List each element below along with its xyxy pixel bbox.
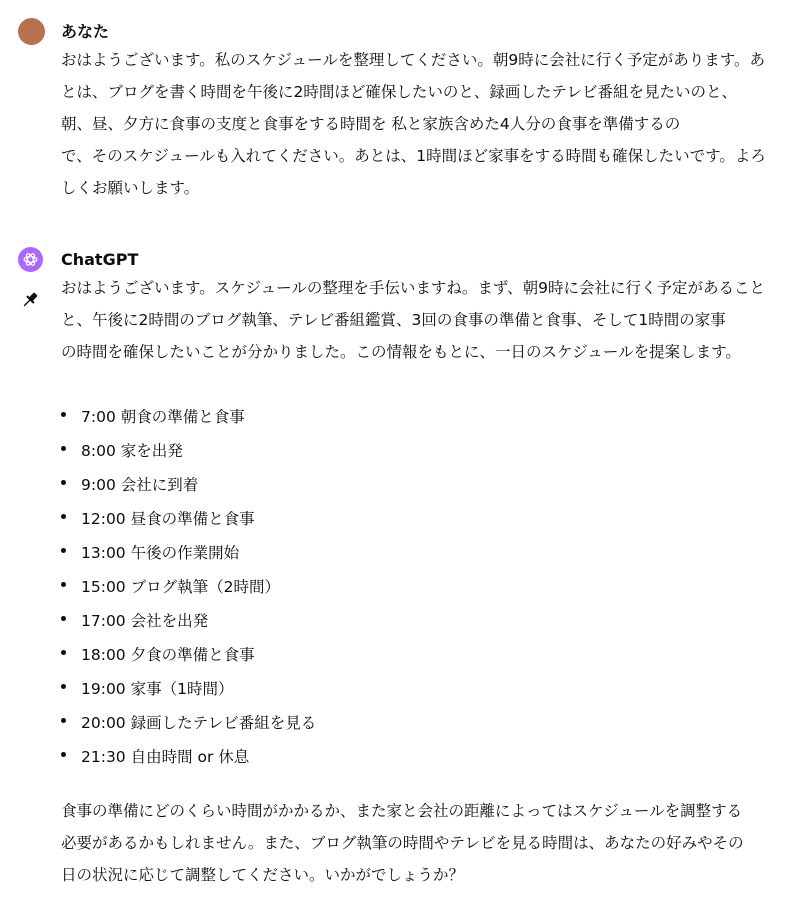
schedule-item: 20:00 録画したテレビ番組を見る xyxy=(61,706,316,740)
pin-icon[interactable] xyxy=(20,290,40,310)
assistant-closing-text xyxy=(61,795,781,891)
message-line: 日の状況に応じて調整してください。いかがでしょうか？ xyxy=(61,866,465,884)
message-line: とは、ブログを書く時間を午後に2時間ほど確保したいのと、録画したテレビ番組を見たいのと、 xyxy=(61,83,738,101)
message-line: の時間を確保したいことが分かりました。この情報をもとに、一日のスケジュールを提案します。 xyxy=(61,343,741,361)
user-message-text xyxy=(61,44,781,204)
schedule-item: 18:00 夕食の準備と食事 xyxy=(61,638,316,672)
message-line: おはようございます。私のスケジュールを整理してください。朝9時に会社に行く予定があります。あ xyxy=(61,51,765,69)
schedule-item: 19:00 家事（1時間） xyxy=(61,672,316,706)
schedule-item: 9:00 会社に到着 xyxy=(61,468,316,502)
schedule-item: 8:00 家を出発 xyxy=(61,434,316,468)
schedule-item: 13:00 午後の作業開始 xyxy=(61,536,316,570)
message-line: 朝、昼、夕方に食事の支度と食事をする時間を 私と家族含めた4人分の食事を準備するの xyxy=(61,115,681,133)
message-line: 食事の準備にどのくらい時間がかかるか、また家と会社の距離によってはスケジュールを調整する xyxy=(61,802,743,820)
assistant-intro-text xyxy=(61,272,781,368)
message-line: で、そのスケジュールも入れてください。あとは、1時間ほど家事をする時間も確保したいです。よろ xyxy=(61,147,766,165)
schedule-item: 21:30 自由時間 or 休息 xyxy=(61,740,316,774)
message-line: しくお願いします。 xyxy=(61,179,200,197)
schedule-item: 17:00 会社を出発 xyxy=(61,604,316,638)
message-line: と、午後に2時間のブログ執筆、テレビ番組鑑賞、3回の食事の準備と食事、そして1時間の家事 xyxy=(61,311,726,329)
assistant-name: ChatGPT xyxy=(61,250,139,269)
message-line: おはようございます。スケジュールの整理を手伝いますね。まず、朝9時に会社に行く予定があること xyxy=(61,279,765,297)
schedule-item: 7:00 朝食の準備と食事 xyxy=(61,400,316,434)
user-name: あなた xyxy=(61,22,110,41)
user-avatar xyxy=(18,18,45,45)
schedule-item: 12:00 昼食の準備と食事 xyxy=(61,502,316,536)
chatgpt-logo-icon xyxy=(18,247,43,272)
schedule-list xyxy=(61,400,316,774)
message-line: 必要があるかもしれません。また、ブログ執筆の時間やテレビを見る時間は、あなたの好みやその xyxy=(61,834,744,852)
schedule-item: 15:00 ブログ執筆（2時間） xyxy=(61,570,316,604)
